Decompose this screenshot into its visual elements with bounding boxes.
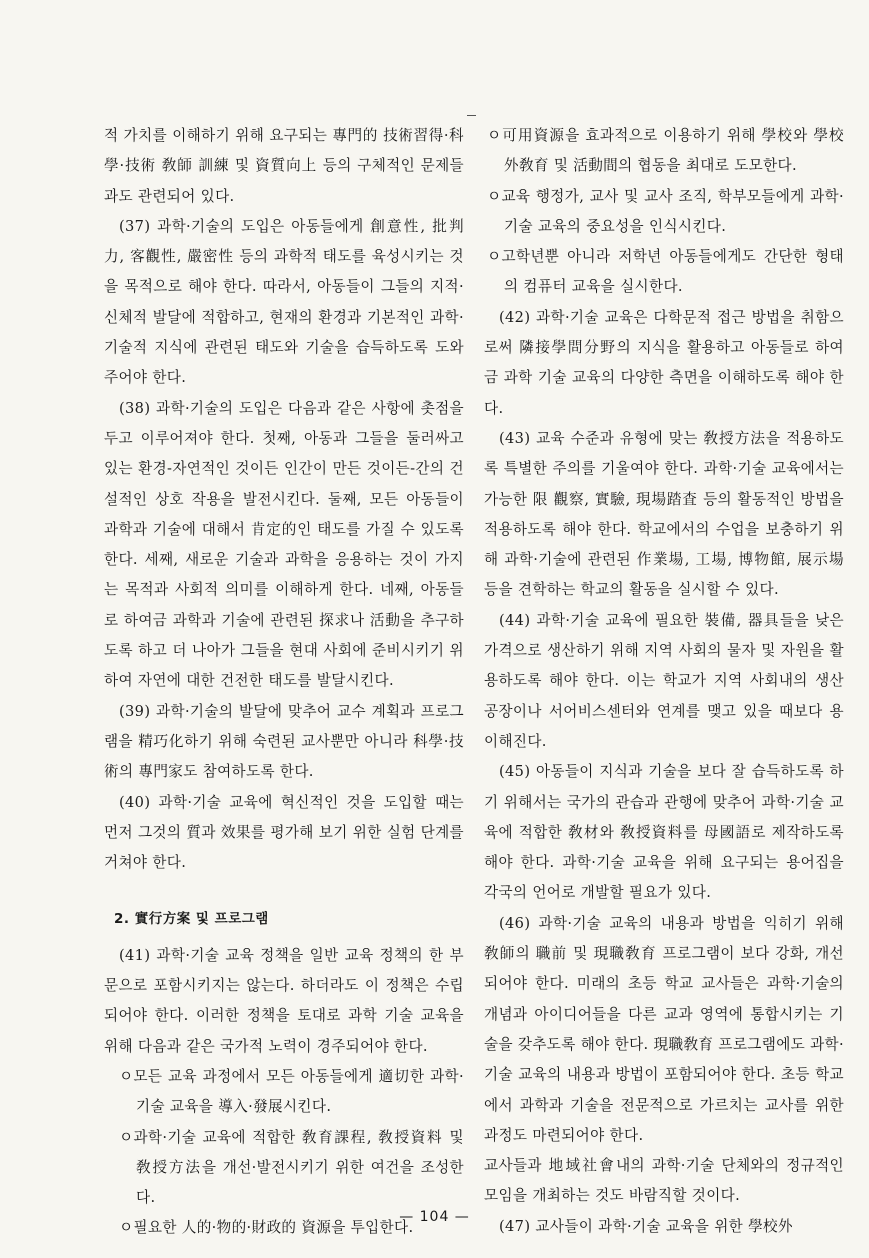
paragraph-46-continued: 교사들과 地域社會내의 과학·기술 단체와의 정규적인 모임을 개최하는 것도 바람직할 것이다. [484, 1157, 844, 1205]
bullet-item: ㅇ고학년뿐 아니라 저학년 아동들에게도 간단한 형태의 컴퓨터 교육을 실시한다. [487, 248, 844, 296]
paragraph-38: (38) 과학·기술의 도입은 다음과 같은 사항에 촛점을 두고 이루어져야 한다. 첫째, 아동과 그들을 둘러싸고 있는 환경-자연적인 것이든 인간이 만든 것이든-간의 건설적인 상호 작용을 발전시킨다. 둘째, 모든 아동들이 과학과 기술에 대해서 肯定的인 태도를 가질 수 있도록 한다. 세째, 새로운 기술과 과학을 응용하는 것이 가지는 목적과 사회적 의미를 이해하게 한다. 네째, 아동들로 하여금 과학과 기술에 관련된 探求나 活動을 추구하도록 하고 더 나아가 그들을 현대 사회에 준비시키기 위하여 자연에 대한 건전한 태도를 발달시킨다. [104, 399, 464, 690]
bullet-item: ㅇ可用資源을 효과적으로 이용하기 위해 學校와 學校外敎育 및 活動間의 협동을 최대로 도모한다. [487, 127, 844, 175]
paragraph-43: (43) 교육 수준과 유형에 맞는 敎授方法을 적용하도록 특별한 주의를 기울여야 한다. 과학·기술 교육에서는 가능한 限 觀察, 實驗, 現場踏査 등의 활동적인 방법을 적용하도록 해야 한다. 학교에서의 수업을 보충하기 위해 과학·기술에 관련된 作業場, 工場, 博物館, 展示場 등을 견학하는 학교의 활동을 실시할 수 있다. [484, 429, 844, 599]
paragraph-40: (40) 과학·기술 교육에 혁신적인 것을 도입할 때는 먼저 그것의 質과 效果를 평가해 보기 위한 실험 단계를 거쳐야 한다. [104, 793, 464, 872]
paragraph-44: (44) 과학·기술 교육에 필요한 裝備, 器具들을 낮은 가격으로 생산하기 위해 지역 사회의 물자 및 자원을 활용하도록 해야 한다. 이는 학교가 지역 사회내의 생산 공장이나 서어비스센터와 연계를 맺고 있을 때보다 용이해진다. [484, 611, 844, 750]
right-column [484, 121, 844, 1242]
paragraph-45: (45) 아동들이 지식과 기술을 보다 잘 습득하도록 하기 위해서는 국가의 관습과 관행에 맞추어 과학·기술 교육에 적합한 敎材와 敎授資料를 母國語로 제작하도록 해야 한다. 과학·기술 교육을 위해 요구되는 용어집을 각국의 언어로 개발할 필요가 있다. [484, 763, 844, 902]
paragraph-46: (46) 과학·기술 교육의 내용과 방법을 익히기 위해 敎師의 職前 및 現職敎育 프로그램이 보다 강화, 개선되어야 한다. 미래의 초등 학교 교사들은 과학·기술의 개념과 아이디어들을 다른 교과 영역에 통합시키는 기술을 갖추도록 해야 한다. 現職敎育 프로그램에도 과학·기술 교육의 내용과 방법이 포함되어야 한다. 초등 학교에서 과학과 기술을 전문적으로 가르치는 교사를 위한 과정도 마련되어야 한다. [484, 914, 844, 1144]
paragraph-41: (41) 과학·기술 교육 정책을 일반 교육 정책의 한 부문으로 포함시키지는 않는다. 하더라도 이 정책은 수립되어야 한다. 이러한 정책을 토대로 과학 기술 교육을 위해 다음과 같은 국가적 노력이 경주되어야 한다. [104, 946, 464, 1055]
bullet-item: ㅇ교육 행정가, 교사 및 교사 조직, 학부모들에게 과학·기술 교육의 중요성을 인식시킨다. [487, 187, 844, 235]
bullet-item: ㅇ필요한 人的·物的·財政的 資源을 투입한다. [119, 1219, 414, 1237]
paragraph-42: (42) 과학·기술 교육은 다학문적 접근 방법을 취함으로써 隣接學問分野의 지식을 활용하고 아동들로 하여금 과학 기술 교육의 다양한 측면을 이해하도록 해야 한다. [484, 308, 844, 417]
margin-mark [467, 115, 476, 116]
paragraph-39: (39) 과학·기술의 발달에 맞추어 교수 계획과 프로그램을 精巧化하기 위해 숙련된 교사뿐만 아니라 科學·技術의 專門家도 참여하도록 한다. [104, 702, 464, 781]
page-number: — 104 — [399, 1209, 470, 1225]
bullet-item: ㅇ모든 교육 과정에서 모든 아동들에게 適切한 과학·기술 교육을 導入·發展시킨다. [119, 1067, 464, 1116]
paragraph-continuation: 적 가치를 이해하기 위해 요구되는 專門的 技術習得·科學·技術 敎師 訓練 및 資質向上 등의 구체적인 문제들과도 관련되어 있다. [104, 127, 464, 205]
bullet-item: ㅇ과학·기술 교육에 적합한 敎育課程, 敎授資料 및 敎授方法을 개선·발전시키기 위한 여건을 조성한다. [119, 1128, 464, 1207]
section-heading: 2. 實行方案 및 프로그램 [114, 911, 269, 928]
paragraph-37: (37) 과학·기술의 도입은 아동들에게 創意性, 批判力, 客觀性, 嚴密性 등의 과학적 태도를 육성시키는 것을 목적으로 해야 한다. 따라서, 아동들이 그들의 지적·신체적 발달에 적합하고, 현재의 환경과 기본적인 과학·기술적 지식에 관련된 태도와 기술을 습득하도록 도와 주어야 한다. [104, 217, 464, 387]
paragraph-47: (47) 교사들이 과학·기술 교육을 위한 學校外 [499, 1217, 793, 1235]
left-column [104, 121, 464, 1244]
